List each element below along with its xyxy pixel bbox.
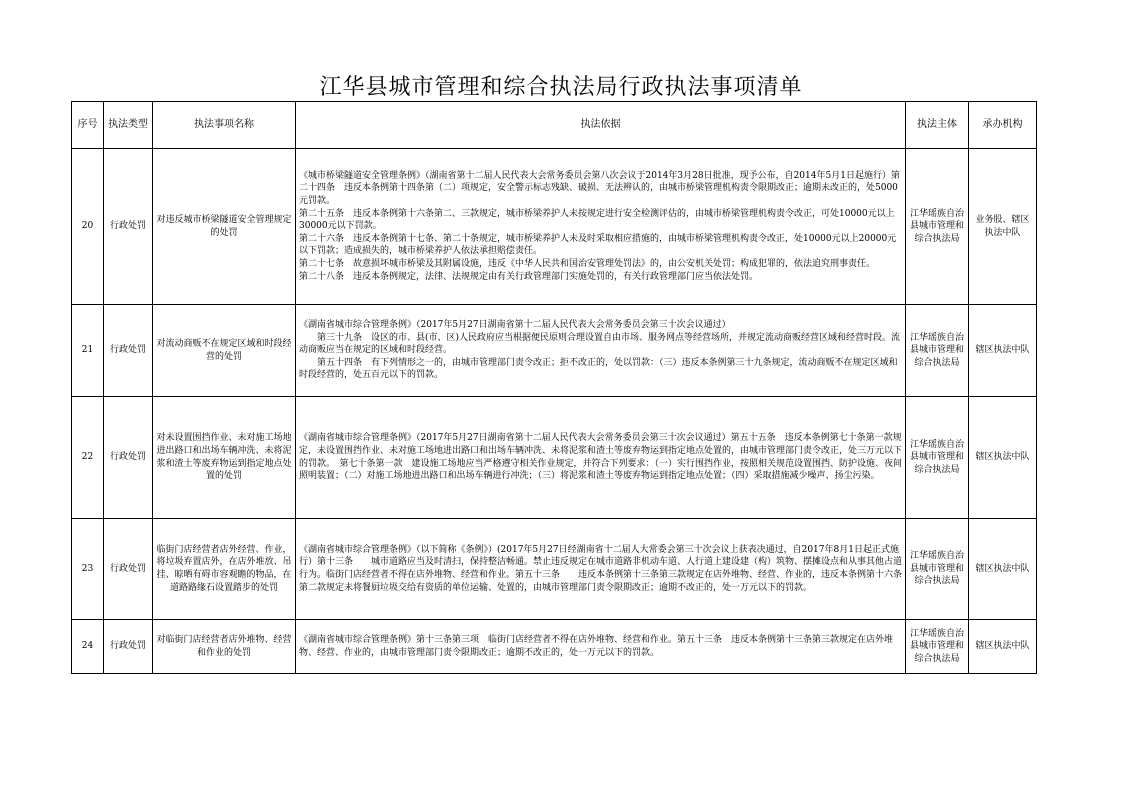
basis-paragraph: 第二十八条 违反本条例规定，法律、法规规定由有关行政管理部门实施处罚的，有关行政管理部门应当依法处罚。 bbox=[299, 271, 759, 282]
table-row bbox=[72, 620, 1037, 674]
row-unit: 业务股、辖区执法中队 bbox=[969, 149, 1037, 305]
table-header-row bbox=[72, 102, 1037, 149]
table-row bbox=[72, 149, 1037, 305]
row-no: 24 bbox=[72, 620, 104, 674]
header-name: 执法事项名称 bbox=[153, 102, 296, 149]
row-unit: 辖区执法中队 bbox=[969, 620, 1037, 674]
row-subject: 江华瑶族自治县城市管理和综合执法局 bbox=[906, 305, 969, 397]
row-type: 行政处罚 bbox=[104, 149, 153, 305]
row-item-name: 对未设置围挡作业、未对施工场地进出路口和出场车辆冲洗、未将泥浆和渣土等废弃物运到指定地点处置的处罚 bbox=[153, 397, 296, 519]
row-basis bbox=[296, 397, 906, 519]
basis-paragraph: 《湖南省城市综合管理条例》第十三条第三项 临街门店经营者不得在店外堆物、经营和作业。第五十三条 违反本条例第十三条第三款规定在店外堆物、经营、作业的，由城市管理部门责令限期改正；逾期不改正的，处一万元以下的罚款。 bbox=[299, 634, 894, 658]
basis-paragraph: 第三十九条 设区的市、县(市、区)人民政府应当根据便民原则合理设置自由市场、服务网点等经营场所，并规定流动商贩经营区域和经营时段。流动商贩应当在规定的区域和时段经营。 bbox=[299, 332, 901, 356]
row-basis bbox=[296, 305, 906, 397]
basis-paragraph: 第五十四条 有下列情形之一的，由城市管理部门责令改正；拒不改正的，处以罚款：（三）违反本条例第三十九条规定，流动商贩不在规定区域和时段经营的，处五百元以下的罚款。 bbox=[299, 357, 898, 381]
basis-paragraph: 第二十五条 违反本条例第十六条第二、三款规定，城市桥梁养护人未按规定进行安全检测评估的，由城市桥梁管理机构责令改正，可处10000元以上30000元以下罚款。 bbox=[299, 208, 895, 232]
row-no: 23 bbox=[72, 519, 104, 620]
row-no: 20 bbox=[72, 149, 104, 305]
row-item-name: 对流动商贩不在规定区域和时段经营的处罚 bbox=[153, 305, 296, 397]
basis-paragraph: 《湖南省城市综合管理条例》（以下简称《条例》）(2017年5月27日经湖南省十二届人大常委会第三十次会议上获表决通过，自2017年8月1日起正式施行）第十三条 城市道路应当及时清扫，保持整洁畅通。禁止违反规定在城市道路非机动车道、人行道上建设建（构）筑物、摆摊设点和从事其他占道行为。临街门店经营者不得在店外堆物、经营和作业。第五十三条 违反本条例第十三条第三款规定在店外堆物、经营、作业的，违反本条例第十六条第二款规定未将餐厨垃圾交给有资质的单位运输、处置的，由城市管理部门责令限期改正；逾期不改正的，处一万元以下的罚款。 bbox=[299, 544, 903, 593]
page-title: 江华县城市管理和综合执法局行政执法事项清单 bbox=[319, 75, 803, 100]
row-unit: 辖区执法中队 bbox=[969, 305, 1037, 397]
row-unit: 辖区执法中队 bbox=[969, 519, 1037, 620]
row-subject: 江华瑶族自治县城市管理和综合执法局 bbox=[906, 397, 969, 519]
table-row bbox=[72, 397, 1037, 519]
header-unit: 承办机构 bbox=[969, 102, 1037, 149]
row-no: 22 bbox=[72, 397, 104, 519]
row-type: 行政处罚 bbox=[104, 397, 153, 519]
row-subject: 江华瑶族自治县城市管理和综合执法局 bbox=[906, 620, 969, 674]
row-item-name: 临街门店经营者店外经营、作业，将垃圾弃置店外，在店外堆放、吊挂、晾晒有碍市容观瞻的物品，在道路路缘石设置踏步的处罚 bbox=[153, 519, 296, 620]
enforcement-items-table bbox=[71, 101, 1037, 674]
row-unit: 辖区执法中队 bbox=[969, 397, 1037, 519]
row-subject: 江华瑶族自治县城市管理和综合执法局 bbox=[906, 519, 969, 620]
row-basis bbox=[296, 620, 906, 674]
basis-paragraph: 《湖南省城市综合管理条例》（2017年5月27日湖南省第十二届人民代表大会常务委员会第三十次会议通过）第五十五条 违反本条例第七十条第一款规定，未设置围挡作业、未对施工场地进出路口和出场车辆冲洗、未将泥浆和渣土等废弃物运到指定地点处置的，由城市管理部门责令改正，处三万元以下的罚款。 第七十条第一款 建设施工场地应当严格遵守相关作业规定，并符合下列要求：（一）实行围挡作业，按照相关规范设置围挡、防护设施、夜间照明装置；（二）对施工场地进出路口和出场车辆进行冲洗；（三）将泥浆和渣土等废弃物运到指定地点处置；（四）采取措施减少噪声、扬尘污染。 bbox=[299, 433, 903, 482]
header-basis: 执法依据 bbox=[296, 102, 906, 149]
header-subject: 执法主体 bbox=[906, 102, 969, 149]
basis-paragraph: 第二十六条 违反本条例第十七条、第二十条规定，城市桥梁养护人未及时采取相应措施的，由城市桥梁管理机构责令改正，处10000元以上20000元以下罚款；造成损失的，城市桥梁养护人依法承担赔偿责任。 bbox=[299, 233, 897, 257]
row-type: 行政处罚 bbox=[104, 305, 153, 397]
header-type: 执法类型 bbox=[104, 102, 153, 149]
table-row bbox=[72, 519, 1037, 620]
header-no: 序号 bbox=[72, 102, 104, 149]
basis-paragraph: 《湖南省城市综合管理条例》（2017年5月27日湖南省第十二届人民代表大会常务委员会第三十次会议通过） bbox=[299, 320, 731, 331]
basis-paragraph: 第二十七条 故意损坏城市桥梁及其附属设施，违反《中华人民共和国治安管理处罚法》的，由公安机关处罚；构成犯罪的，依法追究刑事责任。 bbox=[299, 258, 876, 269]
row-type: 行政处罚 bbox=[104, 620, 153, 674]
row-basis bbox=[296, 519, 906, 620]
row-subject: 江华瑶族自治县城市管理和综合执法局 bbox=[906, 149, 969, 305]
row-type: 行政处罚 bbox=[104, 519, 153, 620]
row-item-name: 对违反城市桥梁隧道安全管理规定的处罚 bbox=[153, 149, 296, 305]
row-no: 21 bbox=[72, 305, 104, 397]
row-basis bbox=[296, 149, 906, 305]
basis-paragraph: 《城市桥梁隧道安全管理条例》（湖南省第十二届人民代表大会常务委员会第八次会议于2014年3月28日批准，现予公布，自2014年5月1日起施行）第二十四条 违反本条例第十四条第（二）项规定，安全警示标志残缺、破损、无法辨认的，由城市桥梁管理机构责令限期改正；逾期未改正的，处5000元罚款。 bbox=[299, 170, 900, 207]
table-row bbox=[72, 305, 1037, 397]
row-item-name: 对临街门店经营者店外堆物、经营和作业的处罚 bbox=[153, 620, 296, 674]
